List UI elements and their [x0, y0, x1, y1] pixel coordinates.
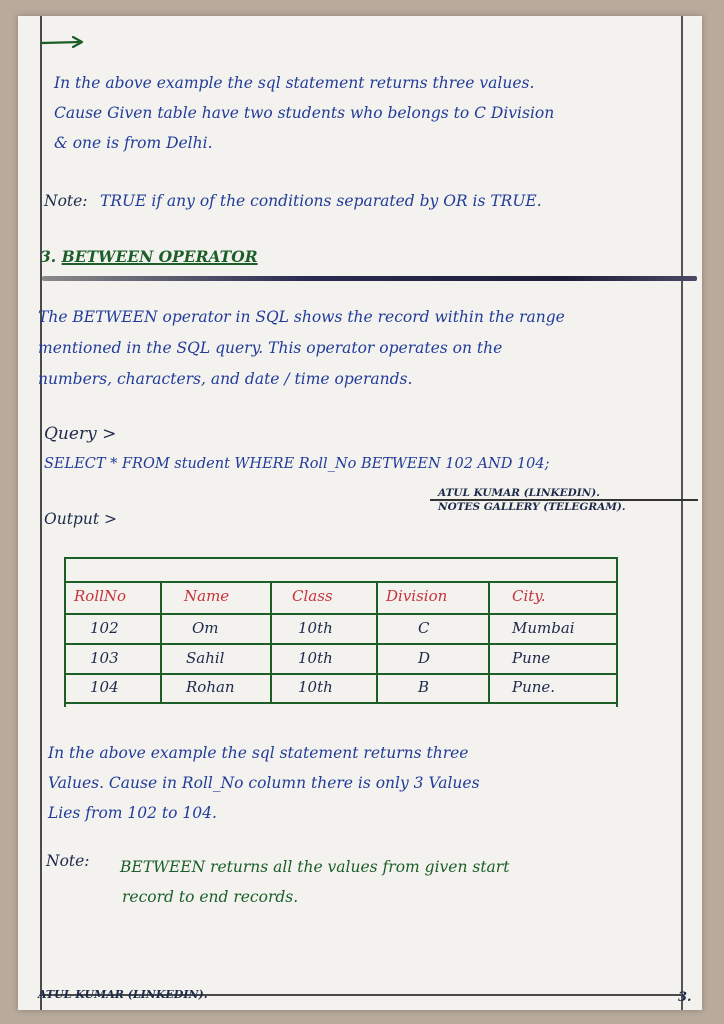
- description-line-1: The BETWEEN operator in SQL shows the record within the range: [38, 308, 565, 326]
- query-label: Query >: [44, 424, 117, 444]
- query-sql: SELECT * FROM student WHERE Roll_No BETWEEN 102 AND 104;: [44, 456, 550, 472]
- table-left-border: [64, 557, 66, 707]
- output-table: [64, 557, 618, 707]
- table-cell-r3-city: Pune.: [512, 678, 556, 696]
- table-cell-r1-division: C: [418, 619, 430, 637]
- table-cell-r1-rollno: 102: [90, 619, 119, 637]
- section-title: BETWEEN OPERATOR: [61, 247, 258, 266]
- table-cell-r2-division: D: [418, 649, 431, 667]
- arrow-right-icon: [40, 32, 86, 52]
- conclusion-paragraph: [48, 738, 480, 828]
- table-cell-r1-city: Mumbai: [512, 619, 575, 637]
- note1-label: Note:: [44, 192, 88, 210]
- section-divider: [42, 276, 697, 281]
- section-number: 3.: [40, 247, 57, 266]
- intro-line-1: In the above example the sql statement returns three values.: [54, 74, 535, 92]
- table-header-city: City.: [512, 587, 546, 605]
- table-col-sep-4: [488, 581, 490, 703]
- note2-label: Note:: [46, 852, 90, 870]
- section-heading: [40, 247, 258, 266]
- table-cell-r3-division: B: [418, 678, 430, 696]
- notebook-page: [18, 16, 702, 1010]
- table-cell-r3-rollno: 104: [90, 678, 119, 696]
- intro-line-3: & one is from Delhi.: [54, 134, 213, 152]
- conclusion-line-3: Lies from 102 to 104.: [48, 804, 217, 822]
- note2-text: [120, 852, 509, 912]
- table-row-line-1: [64, 643, 618, 645]
- table-col-sep-1: [160, 581, 162, 703]
- note1-text: TRUE if any of the conditions separated by OR is TRUE.: [100, 192, 542, 210]
- table-header-top-line: [64, 581, 618, 583]
- page-border-right: [681, 16, 683, 1010]
- table-col-sep-2: [270, 581, 272, 703]
- table-row-line-2: [64, 673, 618, 675]
- table-header-bottom-line: [64, 613, 618, 615]
- table-cell-r1-class: 10th: [298, 619, 333, 637]
- page-number: 3.: [678, 990, 692, 1005]
- table-bottom-border: [64, 702, 618, 704]
- intro-line-2: Cause Given table have two students who belongs to C Division: [54, 104, 555, 122]
- table-cell-r3-class: 10th: [298, 678, 333, 696]
- conclusion-line-2: Values. Cause in Roll_No column there is only 3 Values: [48, 774, 480, 792]
- table-top-border: [64, 557, 618, 559]
- table-cell-r3-name: Rohan: [186, 678, 235, 696]
- description-line-3: numbers, characters, and date / time operands.: [38, 370, 413, 388]
- table-right-border: [616, 557, 618, 707]
- watermark-line-1: ATUL KUMAR (LINKEDIN).: [438, 487, 600, 499]
- table-col-sep-3: [376, 581, 378, 703]
- note2-line-2: record to end records.: [122, 888, 299, 906]
- watermark-underline: [430, 499, 698, 501]
- table-header-class: Class: [292, 587, 333, 605]
- output-label: Output >: [44, 510, 117, 528]
- footer-credit: ATUL KUMAR (LINKEDIN).: [38, 988, 208, 1001]
- page-border-left: [40, 16, 42, 1010]
- description-line-2: mentioned in the SQL query. This operator operates on the: [38, 339, 503, 357]
- intro-paragraph: [54, 68, 554, 158]
- table-header-name: Name: [184, 587, 230, 605]
- table-cell-r2-city: Pune: [512, 649, 551, 667]
- table-cell-r2-name: Sahil: [186, 649, 225, 667]
- watermark-line-2: NOTES GALLERY (TELEGRAM).: [438, 501, 626, 513]
- table-header-rollno: RollNo: [74, 587, 127, 605]
- note2-line-1: BETWEEN returns all the values from given start: [120, 858, 510, 876]
- table-cell-r1-name: Om: [192, 619, 219, 637]
- table-header-division: Division: [386, 587, 448, 605]
- conclusion-line-1: In the above example the sql statement returns three: [48, 744, 469, 762]
- table-cell-r2-rollno: 103: [90, 649, 119, 667]
- description-paragraph: [38, 302, 565, 395]
- table-cell-r2-class: 10th: [298, 649, 333, 667]
